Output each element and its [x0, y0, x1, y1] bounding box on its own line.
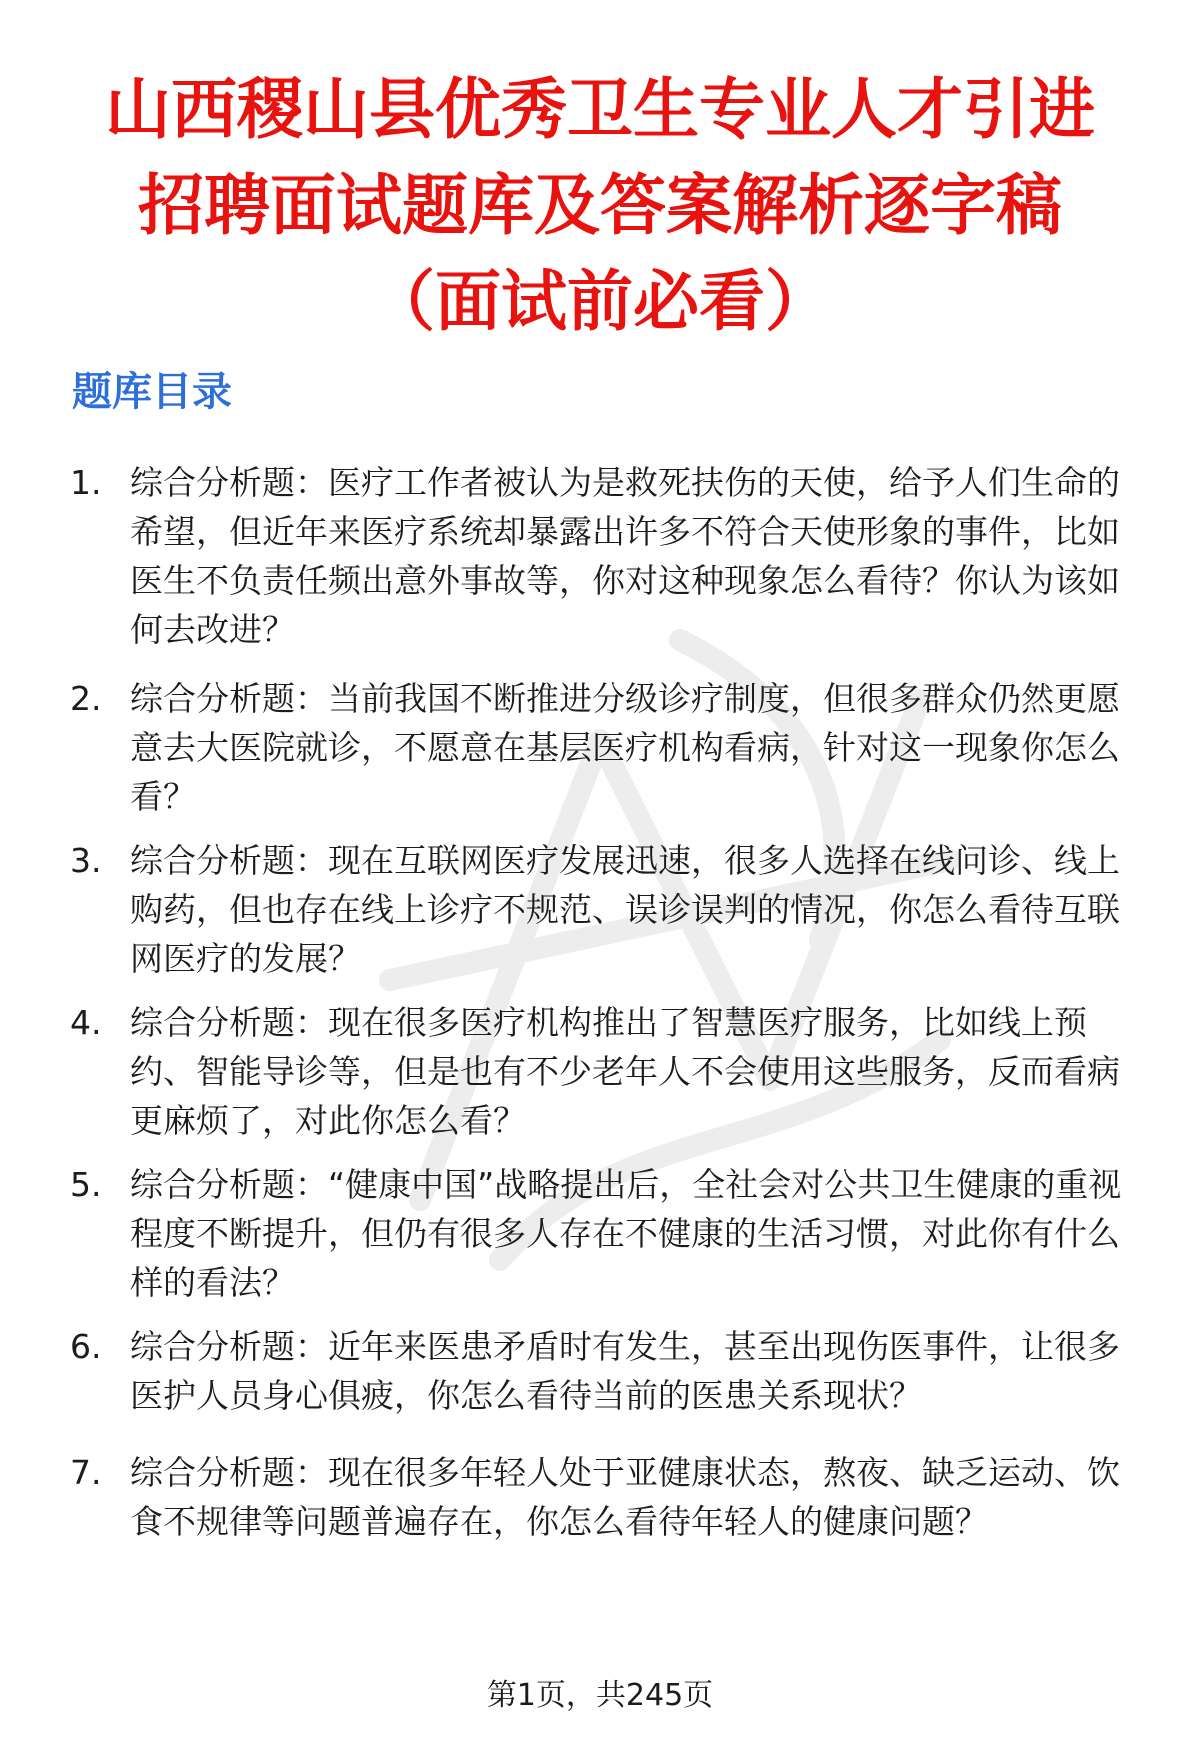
question-text: 综合分析题：“健康中国”战略提出后，全社会对公共卫生健康的重视程度不断提升，但仍有很多人存在不健康的生活习惯，对此你有什么样的看法？	[130, 1165, 1122, 1302]
title-line-1: 山西稷山县优秀卫生专业人才引进	[105, 71, 1095, 148]
question-text: 综合分析题：医疗工作者被认为是救死扶伤的天使，给予人们生命的希望，但近年来医疗系统却暴露出许多不符合天使形象的事件，比如医生不负责任频出意外事故等，你对这种现象怎么看待？你认为该如何去改进？	[130, 463, 1120, 649]
question-text: 综合分析题：现在互联网医疗发展迅速，很多人选择在线问诊、线上购药，但也存在线上诊疗不规范、误诊误判的情况，你怎么看待互联网医疗的发展？	[130, 841, 1120, 978]
question-text: 综合分析题：现在很多年轻人处于亚健康状态，熬夜、缺乏运动、饮食不规律等问题普遍存在，你怎么看待年轻人的健康问题？	[130, 1453, 1120, 1541]
list-item	[70, 836, 1140, 998]
list-item	[70, 674, 1140, 836]
list-item	[70, 998, 1140, 1160]
title-line-3: （面试前必看）	[369, 263, 831, 340]
document-title	[60, 62, 1140, 350]
question-text: 综合分析题：现在很多医疗机构推出了智慧医疗服务，比如线上预约、智能导诊等，但是也有不少老年人不会使用这些服务，反而看病更麻烦了，对此你怎么看？	[130, 1003, 1120, 1140]
list-item	[70, 1448, 1140, 1598]
list-item	[70, 1322, 1140, 1448]
list-item	[70, 1160, 1140, 1322]
question-number: 4.	[70, 1003, 102, 1042]
page-footer: 第1页，共245页	[486, 1678, 714, 1713]
title-line-2: 招聘面试题库及答案解析逐字稿	[138, 167, 1062, 244]
question-number: 3.	[70, 841, 102, 880]
question-number: 2.	[70, 679, 102, 718]
question-number: 1.	[70, 463, 102, 502]
question-text: 综合分析题：当前我国不断推进分级诊疗制度，但很多群众仍然更愿意去大医院就诊，不愿意在基层医疗机构看病，针对这一现象你怎么看？	[130, 679, 1120, 816]
question-text: 综合分析题：近年来医患矛盾时有发生，甚至出现伤医事件，让很多医护人员身心俱疲，你怎么看待当前的医患关系现状？	[130, 1327, 1120, 1415]
question-list	[70, 458, 1140, 1598]
list-item	[70, 458, 1140, 674]
question-number: 6.	[70, 1327, 102, 1366]
question-number: 5.	[70, 1165, 102, 1204]
toc-heading: 题库目录	[72, 369, 232, 415]
question-number: 7.	[70, 1453, 102, 1492]
